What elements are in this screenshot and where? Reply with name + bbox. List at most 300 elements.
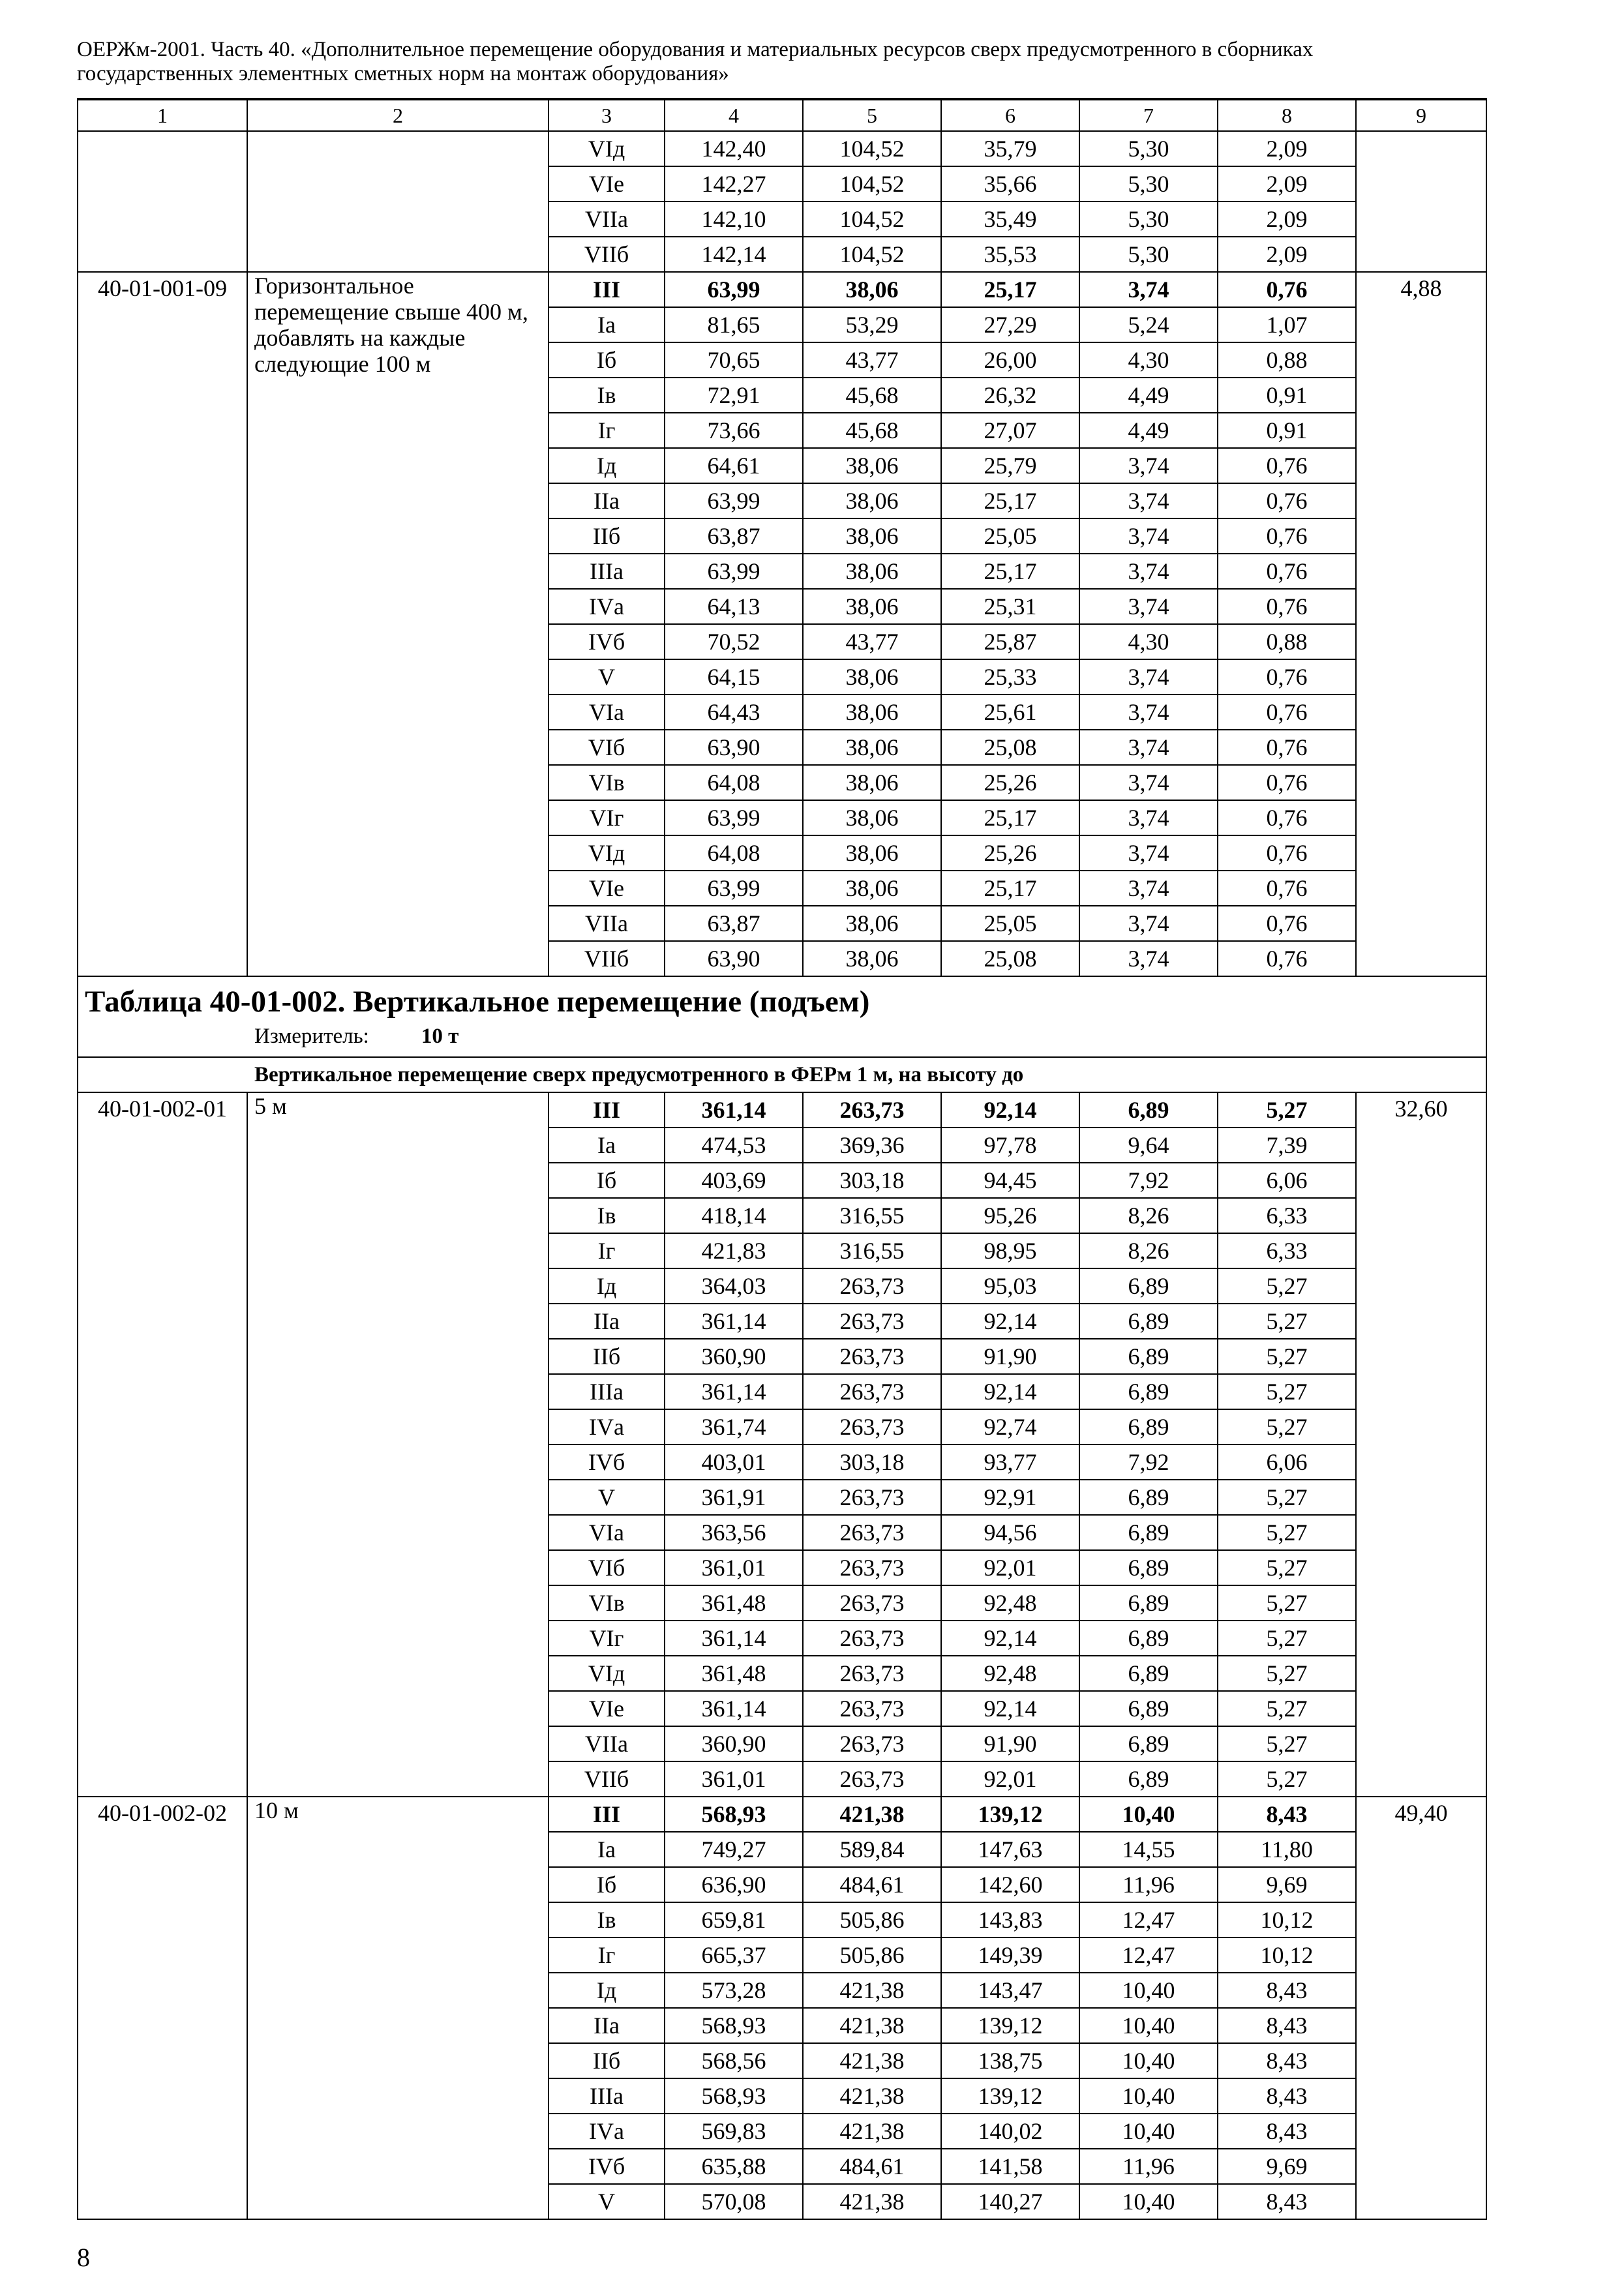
zone-cell: VIа	[549, 1515, 665, 1550]
total-cost-cell: 361,91	[665, 1480, 803, 1515]
zone-cell: VIд	[549, 131, 665, 166]
zone-cell: Iв	[549, 378, 665, 413]
zone-cell: Iд	[549, 448, 665, 483]
materials-cell: 0,76	[1218, 448, 1356, 483]
wages-cell: 505,86	[803, 1902, 941, 1937]
wages-cell: 38,06	[803, 272, 941, 307]
total-cost-cell: 70,52	[665, 624, 803, 659]
wages-cell: 263,73	[803, 1092, 941, 1128]
total-cost-cell: 361,14	[665, 1304, 803, 1339]
wages-cell: 484,61	[803, 2149, 941, 2184]
wages-cell: 38,06	[803, 589, 941, 624]
wages-cell: 104,52	[803, 237, 941, 272]
zone-cell: VIа	[549, 695, 665, 730]
materials-cell: 6,33	[1218, 1198, 1356, 1233]
materials-cell: 0,76	[1218, 871, 1356, 906]
labor-cost-cell: 32,60	[1356, 1092, 1486, 1797]
machines-cell: 35,79	[941, 131, 1079, 166]
wages-cell: 38,06	[803, 800, 941, 835]
machinist-wages-cell: 3,74	[1079, 730, 1218, 765]
zone-cell: VIе	[549, 166, 665, 202]
norms-table-body	[78, 99, 1486, 2219]
zone-cell: IIIа	[549, 2078, 665, 2114]
zone-cell: Iб	[549, 1163, 665, 1198]
total-cost-cell: 361,14	[665, 1374, 803, 1409]
machines-cell: 95,03	[941, 1268, 1079, 1304]
zone-cell: VIг	[549, 1621, 665, 1656]
machinist-wages-cell: 6,89	[1079, 1726, 1218, 1761]
materials-cell: 0,76	[1218, 695, 1356, 730]
machines-cell: 92,14	[941, 1374, 1079, 1409]
materials-cell: 2,09	[1218, 237, 1356, 272]
column-number-9: 9	[1356, 99, 1486, 131]
total-cost-cell: 568,56	[665, 2043, 803, 2078]
total-cost-cell: 64,08	[665, 835, 803, 871]
materials-cell: 5,27	[1218, 1409, 1356, 1444]
zone-cell: IVа	[549, 1409, 665, 1444]
machines-cell: 25,17	[941, 554, 1079, 589]
norm-description: 5 м	[247, 1092, 549, 1797]
zone-cell: VIг	[549, 800, 665, 835]
wages-cell: 53,29	[803, 307, 941, 342]
machines-cell: 27,07	[941, 413, 1079, 448]
machines-cell: 98,95	[941, 1233, 1079, 1268]
wages-cell: 263,73	[803, 1691, 941, 1726]
materials-cell: 0,91	[1218, 378, 1356, 413]
machines-cell: 94,45	[941, 1163, 1079, 1198]
materials-cell: 5,27	[1218, 1339, 1356, 1374]
total-cost-cell: 63,99	[665, 871, 803, 906]
machinist-wages-cell: 3,74	[1079, 589, 1218, 624]
wages-cell: 263,73	[803, 1515, 941, 1550]
zone-cell: III	[549, 1092, 665, 1128]
machines-cell: 139,12	[941, 2008, 1079, 2043]
machinist-wages-cell: 4,49	[1079, 413, 1218, 448]
total-cost-cell: 360,90	[665, 1339, 803, 1374]
machines-cell: 147,63	[941, 1832, 1079, 1867]
machines-cell: 92,14	[941, 1092, 1079, 1128]
machinist-wages-cell: 10,40	[1079, 2184, 1218, 2219]
zone-cell: VIе	[549, 1691, 665, 1726]
wages-cell: 38,06	[803, 871, 941, 906]
materials-cell: 0,76	[1218, 554, 1356, 589]
machinist-wages-cell: 10,40	[1079, 2008, 1218, 2043]
machines-cell: 27,29	[941, 307, 1079, 342]
zone-cell: VIIб	[549, 941, 665, 976]
zone-cell: VIд	[549, 1656, 665, 1691]
wages-cell: 263,73	[803, 1268, 941, 1304]
wages-cell: 421,38	[803, 2184, 941, 2219]
machinist-wages-cell: 5,24	[1079, 307, 1218, 342]
materials-cell: 8,43	[1218, 2184, 1356, 2219]
table-row	[78, 1092, 1486, 1128]
total-cost-cell: 63,99	[665, 800, 803, 835]
zone-cell: IIа	[549, 2008, 665, 2043]
norms-table	[77, 98, 1487, 2220]
zone-cell: VIв	[549, 765, 665, 800]
machinist-wages-cell: 6,89	[1079, 1621, 1218, 1656]
zone-cell: VIв	[549, 1585, 665, 1621]
machines-cell: 97,78	[941, 1128, 1079, 1163]
materials-cell: 5,27	[1218, 1726, 1356, 1761]
table-title: Таблица 40-01-002. Вертикальное перемещение (подъем)	[85, 985, 870, 1019]
materials-cell: 0,76	[1218, 272, 1356, 307]
wages-cell: 263,73	[803, 1726, 941, 1761]
materials-cell: 0,76	[1218, 589, 1356, 624]
wages-cell: 369,36	[803, 1128, 941, 1163]
zone-cell: III	[549, 1797, 665, 1832]
machinist-wages-cell: 6,89	[1079, 1092, 1218, 1128]
total-cost-cell: 360,90	[665, 1726, 803, 1761]
machines-cell: 92,74	[941, 1409, 1079, 1444]
wages-cell: 263,73	[803, 1550, 941, 1585]
machinist-wages-cell: 3,74	[1079, 835, 1218, 871]
materials-cell: 5,27	[1218, 1304, 1356, 1339]
machinist-wages-cell: 4,49	[1079, 378, 1218, 413]
code-cell	[78, 131, 247, 272]
zone-cell: Iг	[549, 1233, 665, 1268]
zone-cell: IVб	[549, 1444, 665, 1480]
machinist-wages-cell: 14,55	[1079, 1832, 1218, 1867]
total-cost-cell: 361,48	[665, 1656, 803, 1691]
machines-cell: 35,53	[941, 237, 1079, 272]
labor-cell	[1356, 131, 1486, 272]
materials-cell: 5,27	[1218, 1480, 1356, 1515]
machinist-wages-cell: 6,89	[1079, 1656, 1218, 1691]
materials-cell: 6,06	[1218, 1444, 1356, 1480]
machinist-wages-cell: 4,30	[1079, 342, 1218, 378]
total-cost-cell: 749,27	[665, 1832, 803, 1867]
materials-cell: 5,27	[1218, 1761, 1356, 1797]
machines-cell: 140,02	[941, 2114, 1079, 2149]
materials-cell: 8,43	[1218, 2043, 1356, 2078]
total-cost-cell: 73,66	[665, 413, 803, 448]
wages-cell: 589,84	[803, 1832, 941, 1867]
machinist-wages-cell: 4,30	[1079, 624, 1218, 659]
machinist-wages-cell: 6,89	[1079, 1550, 1218, 1585]
wages-cell: 38,06	[803, 730, 941, 765]
zone-cell: Iг	[549, 413, 665, 448]
materials-cell: 11,80	[1218, 1832, 1356, 1867]
materials-cell: 5,27	[1218, 1656, 1356, 1691]
zone-cell: VIIа	[549, 1726, 665, 1761]
total-cost-cell: 569,83	[665, 2114, 803, 2149]
materials-cell: 8,43	[1218, 1973, 1356, 2008]
labor-cost-cell: 4,88	[1356, 272, 1486, 976]
wages-cell: 303,18	[803, 1163, 941, 1198]
zone-cell: IIб	[549, 518, 665, 554]
machinist-wages-cell: 6,89	[1079, 1409, 1218, 1444]
materials-cell: 5,27	[1218, 1621, 1356, 1656]
wages-cell: 104,52	[803, 202, 941, 237]
machinist-wages-cell: 5,30	[1079, 131, 1218, 166]
total-cost-cell: 361,14	[665, 1092, 803, 1128]
machinist-wages-cell: 8,26	[1079, 1198, 1218, 1233]
total-cost-cell: 573,28	[665, 1973, 803, 2008]
wages-cell: 316,55	[803, 1233, 941, 1268]
wages-cell: 421,38	[803, 2008, 941, 2043]
total-cost-cell: 418,14	[665, 1198, 803, 1233]
machinist-wages-cell: 3,74	[1079, 941, 1218, 976]
wages-cell: 43,77	[803, 342, 941, 378]
machinist-wages-cell: 6,89	[1079, 1374, 1218, 1409]
wages-cell: 38,06	[803, 659, 941, 695]
machines-cell: 92,01	[941, 1550, 1079, 1585]
zone-cell: VIIб	[549, 1761, 665, 1797]
materials-cell: 0,76	[1218, 800, 1356, 835]
wages-cell: 38,06	[803, 554, 941, 589]
total-cost-cell: 64,61	[665, 448, 803, 483]
machinist-wages-cell: 3,74	[1079, 765, 1218, 800]
machinist-wages-cell: 6,89	[1079, 1691, 1218, 1726]
materials-cell: 5,27	[1218, 1515, 1356, 1550]
machinist-wages-cell: 10,40	[1079, 1797, 1218, 1832]
machines-cell: 35,49	[941, 202, 1079, 237]
machinist-wages-cell: 11,96	[1079, 1867, 1218, 1902]
column-number-4: 4	[665, 99, 803, 131]
total-cost-cell: 63,87	[665, 906, 803, 941]
zone-cell: Iа	[549, 307, 665, 342]
machinist-wages-cell: 3,74	[1079, 483, 1218, 518]
materials-cell: 6,06	[1218, 1163, 1356, 1198]
machinist-wages-cell: 6,89	[1079, 1761, 1218, 1797]
machinist-wages-cell: 5,30	[1079, 166, 1218, 202]
zone-cell: V	[549, 659, 665, 695]
materials-cell: 0,88	[1218, 624, 1356, 659]
zone-cell: Iд	[549, 1973, 665, 2008]
machinist-wages-cell: 3,74	[1079, 272, 1218, 307]
machines-cell: 25,26	[941, 765, 1079, 800]
wages-cell: 45,68	[803, 378, 941, 413]
machines-cell: 25,79	[941, 448, 1079, 483]
materials-cell: 5,27	[1218, 1691, 1356, 1726]
total-cost-cell: 403,01	[665, 1444, 803, 1480]
zone-cell: VIд	[549, 835, 665, 871]
materials-cell: 0,76	[1218, 659, 1356, 695]
machinist-wages-cell: 6,89	[1079, 1515, 1218, 1550]
machines-cell: 25,17	[941, 483, 1079, 518]
materials-cell: 5,27	[1218, 1268, 1356, 1304]
total-cost-cell: 63,99	[665, 554, 803, 589]
machinist-wages-cell: 6,89	[1079, 1268, 1218, 1304]
machines-cell: 25,61	[941, 695, 1079, 730]
norm-code: 40-01-001-09	[78, 272, 247, 976]
zone-cell: IVб	[549, 624, 665, 659]
wages-cell: 263,73	[803, 1304, 941, 1339]
total-cost-cell: 636,90	[665, 1867, 803, 1902]
materials-cell: 10,12	[1218, 1902, 1356, 1937]
total-cost-cell: 142,40	[665, 131, 803, 166]
wages-cell: 421,38	[803, 1973, 941, 2008]
materials-cell: 5,27	[1218, 1550, 1356, 1585]
machinist-wages-cell: 11,96	[1079, 2149, 1218, 2184]
column-number-7: 7	[1079, 99, 1218, 131]
page-number: 8	[77, 2243, 90, 2272]
table-row	[78, 272, 1486, 307]
machinist-wages-cell: 3,74	[1079, 518, 1218, 554]
zone-cell: V	[549, 1480, 665, 1515]
wages-cell: 421,38	[803, 1797, 941, 1832]
section-row	[78, 1057, 1486, 1092]
wages-cell: 263,73	[803, 1480, 941, 1515]
machines-cell: 138,75	[941, 2043, 1079, 2078]
materials-cell: 5,27	[1218, 1585, 1356, 1621]
wages-cell: 38,06	[803, 941, 941, 976]
zone-cell: Iг	[549, 1937, 665, 1973]
total-cost-cell: 361,74	[665, 1409, 803, 1444]
total-cost-cell: 64,08	[665, 765, 803, 800]
zone-cell: IVа	[549, 2114, 665, 2149]
wages-cell: 38,06	[803, 483, 941, 518]
zone-cell: Iа	[549, 1128, 665, 1163]
total-cost-cell: 570,08	[665, 2184, 803, 2219]
norm-description: 10 м	[247, 1797, 549, 2219]
wages-cell: 38,06	[803, 906, 941, 941]
machines-cell: 91,90	[941, 1726, 1079, 1761]
wages-cell: 263,73	[803, 1585, 941, 1621]
materials-cell: 0,88	[1218, 342, 1356, 378]
zone-cell: IIб	[549, 2043, 665, 2078]
column-number-8: 8	[1218, 99, 1356, 131]
machines-cell: 139,12	[941, 1797, 1079, 1832]
machinist-wages-cell: 3,74	[1079, 554, 1218, 589]
wages-cell: 303,18	[803, 1444, 941, 1480]
total-cost-cell: 361,48	[665, 1585, 803, 1621]
zone-cell: IIIа	[549, 1374, 665, 1409]
machines-cell: 35,66	[941, 166, 1079, 202]
machines-cell: 25,17	[941, 871, 1079, 906]
total-cost-cell: 72,91	[665, 378, 803, 413]
machinist-wages-cell: 3,74	[1079, 800, 1218, 835]
total-cost-cell: 63,99	[665, 272, 803, 307]
column-numbers-row	[78, 99, 1486, 131]
materials-cell: 8,43	[1218, 2008, 1356, 2043]
machines-cell: 25,05	[941, 518, 1079, 554]
machinist-wages-cell: 3,74	[1079, 871, 1218, 906]
machines-cell: 92,48	[941, 1656, 1079, 1691]
wages-cell: 45,68	[803, 413, 941, 448]
zone-cell: V	[549, 2184, 665, 2219]
wages-cell: 421,38	[803, 2043, 941, 2078]
machinist-wages-cell: 12,47	[1079, 1902, 1218, 1937]
materials-cell: 0,76	[1218, 518, 1356, 554]
wages-cell: 38,06	[803, 518, 941, 554]
materials-cell: 2,09	[1218, 131, 1356, 166]
norm-code: 40-01-002-01	[78, 1092, 247, 1797]
machines-cell: 25,08	[941, 730, 1079, 765]
materials-cell: 2,09	[1218, 166, 1356, 202]
machinist-wages-cell: 3,74	[1079, 906, 1218, 941]
wages-cell: 104,52	[803, 166, 941, 202]
materials-cell: 5,27	[1218, 1092, 1356, 1128]
total-cost-cell: 63,90	[665, 730, 803, 765]
machinist-wages-cell: 10,40	[1079, 2114, 1218, 2149]
machines-cell: 149,39	[941, 1937, 1079, 1973]
machines-cell: 143,47	[941, 1973, 1079, 2008]
machinist-wages-cell: 5,30	[1079, 202, 1218, 237]
materials-cell: 0,76	[1218, 483, 1356, 518]
materials-cell: 9,69	[1218, 1867, 1356, 1902]
machinist-wages-cell: 10,40	[1079, 2043, 1218, 2078]
wages-cell: 263,73	[803, 1621, 941, 1656]
machines-cell: 25,33	[941, 659, 1079, 695]
machines-cell: 92,01	[941, 1761, 1079, 1797]
zone-cell: Iв	[549, 1198, 665, 1233]
column-number-3: 3	[549, 99, 665, 131]
machines-cell: 25,26	[941, 835, 1079, 871]
machines-cell: 92,48	[941, 1585, 1079, 1621]
column-number-1: 1	[78, 99, 247, 131]
machinist-wages-cell: 7,92	[1079, 1444, 1218, 1480]
zone-cell: VIIа	[549, 202, 665, 237]
machinist-wages-cell: 3,74	[1079, 695, 1218, 730]
machines-cell: 25,08	[941, 941, 1079, 976]
measure-label: Измеритель:	[254, 1025, 369, 1048]
machinist-wages-cell: 5,30	[1079, 237, 1218, 272]
materials-cell: 10,12	[1218, 1937, 1356, 1973]
wages-cell: 484,61	[803, 1867, 941, 1902]
machinist-wages-cell: 6,89	[1079, 1480, 1218, 1515]
machinist-wages-cell: 3,74	[1079, 659, 1218, 695]
machinist-wages-cell: 12,47	[1079, 1937, 1218, 1973]
zone-cell: Iб	[549, 342, 665, 378]
machinist-wages-cell: 3,74	[1079, 448, 1218, 483]
wages-cell: 263,73	[803, 1656, 941, 1691]
norm-description: Горизонтальное перемещение свыше 400 м, добавлять на каждые следующие 100 м	[247, 272, 549, 976]
total-cost-cell: 70,65	[665, 342, 803, 378]
wages-cell: 421,38	[803, 2078, 941, 2114]
zone-cell: III	[549, 272, 665, 307]
machines-cell: 141,58	[941, 2149, 1079, 2184]
machinist-wages-cell: 8,26	[1079, 1233, 1218, 1268]
materials-cell: 0,91	[1218, 413, 1356, 448]
total-cost-cell: 64,15	[665, 659, 803, 695]
description-cell	[247, 131, 549, 272]
materials-cell: 8,43	[1218, 2114, 1356, 2149]
zone-cell: IVб	[549, 2149, 665, 2184]
materials-cell: 0,76	[1218, 835, 1356, 871]
machines-cell: 25,17	[941, 800, 1079, 835]
zone-cell: Iб	[549, 1867, 665, 1902]
total-cost-cell: 361,14	[665, 1691, 803, 1726]
machinist-wages-cell: 10,40	[1079, 2078, 1218, 2114]
zone-cell: VIIб	[549, 237, 665, 272]
column-number-2: 2	[247, 99, 549, 131]
measure-line	[85, 1021, 1486, 1051]
column-number-6: 6	[941, 99, 1079, 131]
total-cost-cell: 568,93	[665, 2008, 803, 2043]
materials-cell: 0,76	[1218, 730, 1356, 765]
header-line-2: государственных элементных сметных норм на монтаж оборудования»	[77, 62, 729, 85]
machines-cell: 139,12	[941, 2078, 1079, 2114]
total-cost-cell: 81,65	[665, 307, 803, 342]
machines-cell: 93,77	[941, 1444, 1079, 1480]
materials-cell: 7,39	[1218, 1128, 1356, 1163]
machines-cell: 94,56	[941, 1515, 1079, 1550]
total-cost-cell: 403,69	[665, 1163, 803, 1198]
header-line-1: ОЕРЖм-2001. Часть 40. «Дополнительное перемещение оборудования и материальных ресурсов сверх предусмотренного в сборниках	[77, 38, 1314, 61]
zone-cell: IIа	[549, 483, 665, 518]
wages-cell: 505,86	[803, 1937, 941, 1973]
total-cost-cell: 361,01	[665, 1761, 803, 1797]
zone-cell: Iд	[549, 1268, 665, 1304]
materials-cell: 1,07	[1218, 307, 1356, 342]
total-cost-cell: 142,10	[665, 202, 803, 237]
machines-cell: 142,60	[941, 1867, 1079, 1902]
measure-value: 10 т	[421, 1025, 459, 1048]
total-cost-cell: 361,14	[665, 1621, 803, 1656]
machines-cell: 25,05	[941, 906, 1079, 941]
